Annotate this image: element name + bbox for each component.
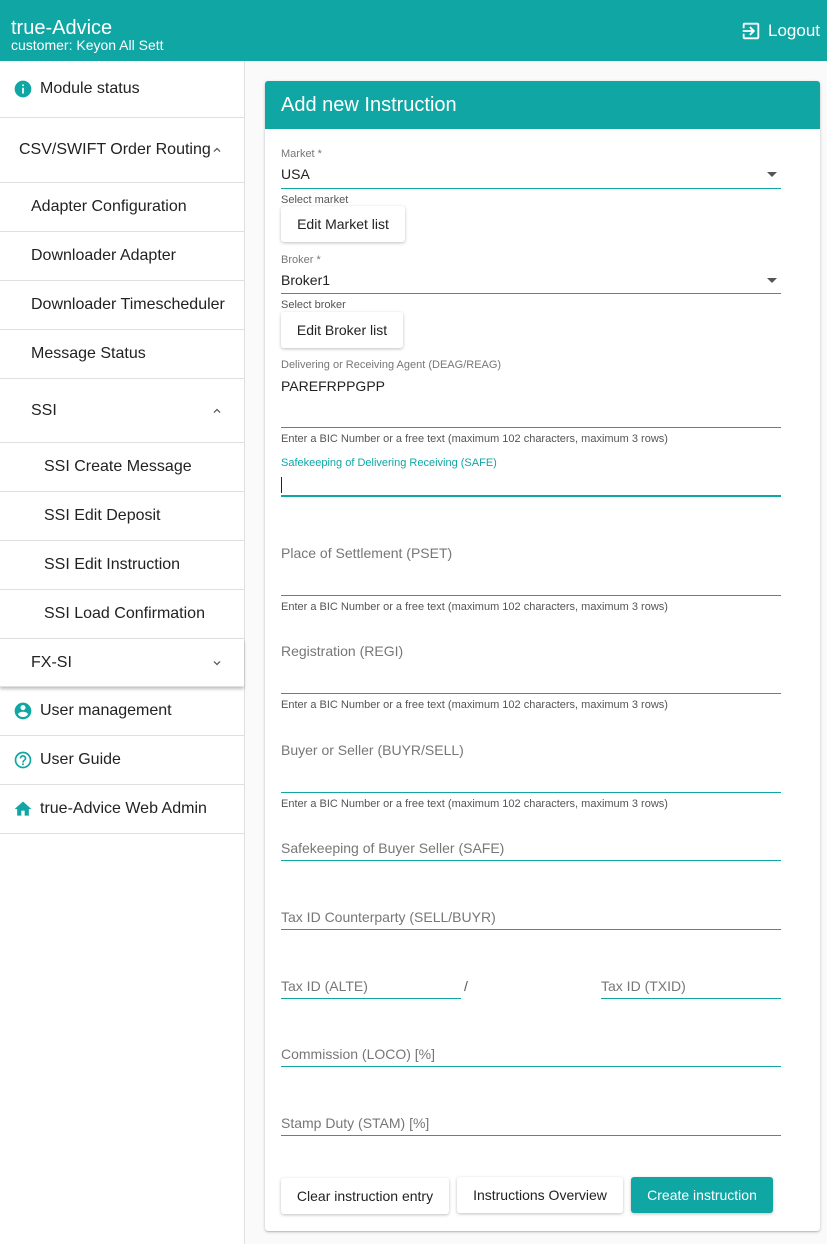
- sidebar-item-ssi-create-message[interactable]: [0, 443, 244, 492]
- sidebar-item-label: SSI Edit Instruction: [44, 556, 181, 573]
- dropdown-caret-icon: [767, 172, 777, 177]
- commission-input[interactable]: [281, 1044, 781, 1068]
- pset-hint: Enter a BIC Number or a free text (maximum 102 characters, maximum 3 rows): [281, 601, 668, 613]
- tax-id-separator: /: [464, 978, 468, 994]
- market-select[interactable]: [281, 148, 781, 190]
- stamp-underline: [281, 1135, 781, 1136]
- deag-reag-textarea[interactable]: [281, 359, 781, 429]
- sidebar-group-fx-si-wrapper: [0, 639, 244, 687]
- buyer-seller-textarea[interactable]: [281, 740, 781, 794]
- sidebar-item-label: Downloader Timescheduler: [31, 296, 225, 313]
- account-circle-icon: [13, 701, 33, 721]
- sidebar-item-user-guide[interactable]: [0, 736, 244, 785]
- market-value: USA: [281, 166, 310, 182]
- logout-icon: [740, 20, 762, 42]
- sidebar-item-downloader-adapter[interactable]: [0, 232, 244, 281]
- buyr-hint: Enter a BIC Number or a free text (maximum 102 characters, maximum 3 rows): [281, 798, 668, 810]
- deag-label: Delivering or Receiving Agent (DEAG/REAG): [281, 359, 502, 371]
- sidebar-item-label: SSI Edit Deposit: [44, 507, 161, 524]
- broker-underline: [281, 293, 781, 294]
- stamp-duty-input[interactable]: [281, 1113, 781, 1137]
- safe-underline: [281, 495, 781, 497]
- logout-button[interactable]: [740, 19, 820, 43]
- tax-counterparty-placeholder: Tax ID Counterparty (SELL/BUYR): [281, 909, 496, 925]
- sidebar-item-message-status[interactable]: [0, 330, 244, 379]
- sidebar-item-label: Message Status: [31, 345, 146, 362]
- sidebar-group-fx-si[interactable]: [0, 639, 244, 687]
- sidebar-item-user-management[interactable]: [0, 687, 244, 736]
- deag-hint: Enter a BIC Number or a free text (maximum 102 characters, maximum 3 rows): [281, 433, 668, 445]
- regi-textarea[interactable]: [281, 641, 781, 695]
- sidebar-item-label: Adapter Configuration: [31, 198, 187, 215]
- sidebar-item-label: Downloader Adapter: [31, 247, 176, 264]
- buyr-placeholder: Buyer or Seller (BUYR/SELL): [281, 742, 464, 758]
- tax-id-alte-input[interactable]: [281, 976, 461, 1000]
- instructions-overview-button[interactable]: Instructions Overview: [457, 1177, 623, 1213]
- sidebar-item-downloader-timescheduler[interactable]: [0, 281, 244, 330]
- edit-market-list-button[interactable]: Edit Market list: [281, 206, 405, 242]
- broker-value: Broker1: [281, 272, 331, 288]
- clear-instruction-button[interactable]: Clear instruction entry: [281, 1178, 449, 1214]
- tax-id-counterparty-input[interactable]: [281, 907, 781, 931]
- sidebar-group-csv-swift[interactable]: [0, 118, 244, 183]
- tax-txid-placeholder: Tax ID (TXID): [601, 978, 686, 994]
- regi-underline: [281, 693, 781, 694]
- commission-underline: [281, 1066, 781, 1067]
- sidebar: [0, 61, 245, 1244]
- help-circle-icon: [13, 750, 33, 770]
- sidebar-item-label: SSI Create Message: [44, 458, 192, 475]
- market-label: Market *: [281, 148, 322, 160]
- sidebar-item-ssi-edit-deposit[interactable]: [0, 492, 244, 541]
- top-app-bar: [0, 0, 827, 61]
- sidebar-item-label: CSV/SWIFT Order Routing: [19, 141, 211, 158]
- market-hint: Select market: [281, 194, 349, 206]
- pset-textarea[interactable]: [281, 543, 781, 597]
- tax-id-txid-input[interactable]: [601, 976, 781, 1000]
- sidebar-group-ssi[interactable]: [0, 379, 244, 443]
- customer-label: customer: Keyon All Sett: [11, 37, 164, 53]
- safe-buyer-placeholder: Safekeeping of Buyer Seller (SAFE): [281, 840, 505, 856]
- card-title: Add new Instruction: [265, 81, 820, 129]
- broker-select[interactable]: [281, 254, 781, 296]
- tax-txid-underline: [601, 998, 781, 999]
- regi-placeholder: Registration (REGI): [281, 643, 404, 659]
- sidebar-item-adapter-configuration[interactable]: [0, 183, 244, 232]
- home-icon: [13, 799, 33, 819]
- chevron-up-icon: [210, 143, 224, 157]
- safe-buyer-underline: [281, 860, 781, 861]
- edit-broker-list-button[interactable]: Edit Broker list: [281, 312, 403, 348]
- text-cursor: [281, 477, 282, 493]
- safekeeping-buyer-input[interactable]: [281, 838, 781, 862]
- sidebar-item-label: SSI: [31, 401, 57, 419]
- chevron-down-icon: [210, 656, 224, 670]
- deag-underline: [281, 427, 781, 428]
- safekeeping-delivering-input[interactable]: [281, 457, 781, 498]
- deag-value: PAREFRPPGPP: [281, 378, 385, 394]
- regi-hint: Enter a BIC Number or a free text (maximum 102 characters, maximum 3 rows): [281, 699, 668, 711]
- add-instruction-card: [265, 81, 820, 1231]
- chevron-up-icon: [210, 404, 224, 418]
- app-title: true-Advice: [11, 17, 113, 39]
- sidebar-item-module-status[interactable]: [0, 61, 244, 118]
- safe-label: Safekeeping of Delivering Receiving (SAFE): [281, 457, 497, 469]
- sidebar-item-label: SSI Load Confirmation: [44, 605, 205, 622]
- dropdown-caret-icon: [767, 278, 777, 283]
- broker-hint: Select broker: [281, 299, 346, 311]
- sidebar-item-web-admin[interactable]: [0, 785, 244, 834]
- commission-placeholder: Commission (LOCO) [%]: [281, 1046, 436, 1062]
- tax-alte-underline: [281, 998, 461, 999]
- info-icon: [13, 79, 33, 99]
- market-underline: [281, 188, 781, 189]
- sidebar-item-label: Module status: [40, 80, 140, 97]
- create-instruction-button[interactable]: Create instruction: [631, 1177, 773, 1213]
- sidebar-item-label: true-Advice Web Admin: [40, 800, 207, 817]
- stamp-placeholder: Stamp Duty (STAM) [%]: [281, 1115, 430, 1131]
- sidebar-item-label: User management: [40, 702, 172, 719]
- tax-alte-placeholder: Tax ID (ALTE): [281, 978, 368, 994]
- broker-label: Broker *: [281, 254, 321, 266]
- pset-placeholder: Place of Settlement (PSET): [281, 545, 453, 561]
- tax-counterparty-underline: [281, 929, 781, 930]
- logout-label: Logout: [768, 21, 820, 40]
- sidebar-item-ssi-load-confirmation[interactable]: [0, 590, 244, 639]
- sidebar-item-label: User Guide: [40, 751, 121, 768]
- sidebar-item-ssi-edit-instruction[interactable]: [0, 541, 244, 590]
- buyr-underline: [281, 792, 781, 793]
- pset-underline: [281, 595, 781, 596]
- sidebar-item-label: FX-SI: [31, 653, 72, 671]
